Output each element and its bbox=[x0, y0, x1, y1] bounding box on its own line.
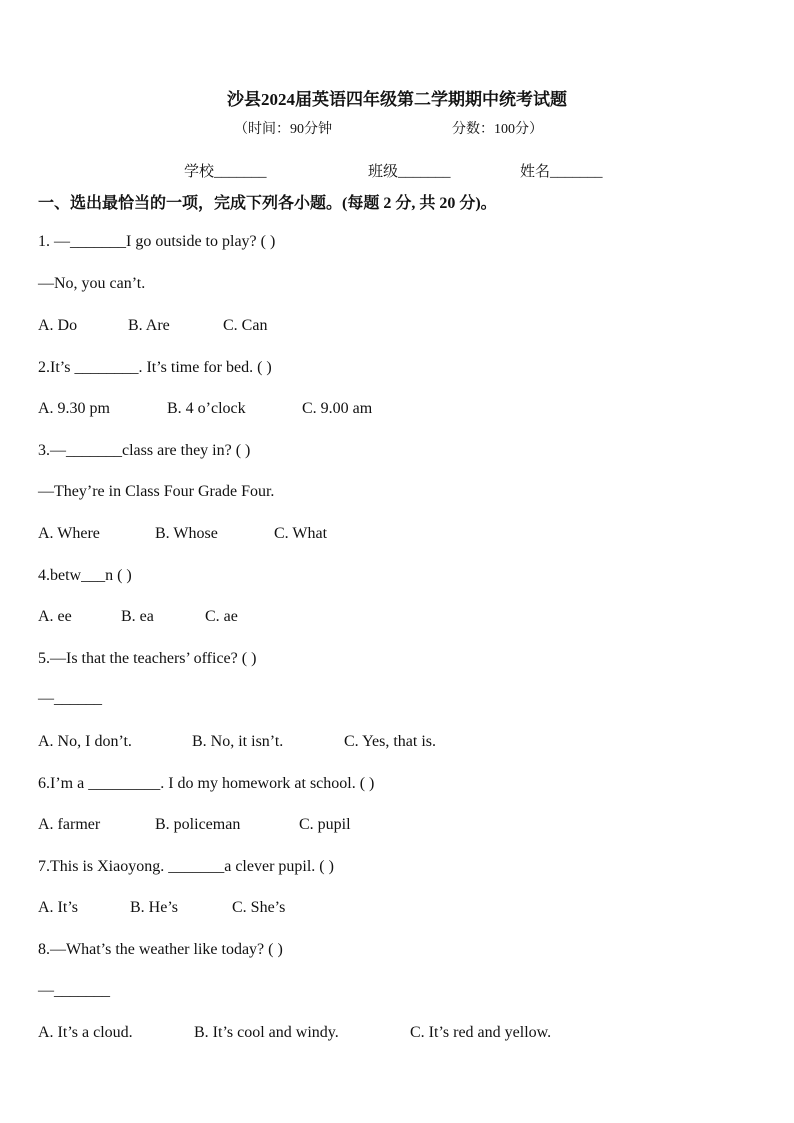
question-4-option-c: C. ae bbox=[205, 608, 238, 625]
question-3-reply: —They’re in Class Four Grade Four. bbox=[38, 483, 275, 500]
question-1: 1. —_______I go outside to play? ( ) bbox=[38, 233, 276, 250]
question-6-option-b: B. policeman bbox=[155, 816, 241, 833]
question-8: 8.—What’s the weather like today? ( ) bbox=[38, 941, 283, 958]
question-1-option-b: B. Are bbox=[128, 317, 170, 334]
question-8-reply: —_______ bbox=[38, 982, 110, 999]
question-5-option-c: C. Yes, that is. bbox=[344, 733, 437, 750]
school-field: 学校_______ bbox=[184, 164, 267, 180]
question-8-option-b: B. It’s cool and windy. bbox=[194, 1024, 339, 1041]
question-6-option-a: A. farmer bbox=[38, 816, 101, 833]
question-7-option-c: C. She’s bbox=[232, 899, 286, 916]
question-5-option-b: B. No, it isn’t. bbox=[192, 733, 284, 750]
question-2-option-c: C. 9.00 am bbox=[302, 400, 373, 417]
question-4-option-b: B. ea bbox=[121, 608, 154, 625]
question-8-option-c: C. It’s red and yellow. bbox=[410, 1024, 552, 1041]
question-1-option-c: C. Can bbox=[223, 317, 268, 334]
exam-title: 沙县2024届英语四年级第二学期期中统考试题 bbox=[227, 90, 567, 109]
name-field: 姓名_______ bbox=[520, 164, 603, 180]
question-2-option-b: B. 4 o’clock bbox=[167, 400, 246, 417]
question-2-option-a: A. 9.30 pm bbox=[38, 400, 110, 417]
section-heading: 一、选出最恰当的一项，完成下列各小题。(每题 2 分, 共 20 分)。 bbox=[38, 195, 497, 212]
class-field: 班级_______ bbox=[368, 164, 451, 180]
question-7-option-b: B. He’s bbox=[130, 899, 178, 916]
question-6: 6.I’m a _________. I do my homework at school. ( ) bbox=[38, 775, 375, 792]
question-8-option-a: A. It’s a cloud. bbox=[38, 1024, 133, 1041]
question-4: 4.betw___n ( ) bbox=[38, 567, 132, 584]
question-7: 7.This is Xiaoyong. _______a clever pupil. ( ) bbox=[38, 858, 334, 875]
question-1-reply: —No, you can’t. bbox=[38, 275, 146, 292]
exam-score: 分数：100分） bbox=[452, 122, 543, 137]
question-4-option-a: A. ee bbox=[38, 608, 72, 625]
question-1-option-a: A. Do bbox=[38, 317, 78, 334]
question-5-reply: —______ bbox=[38, 690, 102, 707]
question-3-option-a: A. Where bbox=[38, 525, 100, 542]
exam-time: （时间：90分钟 bbox=[234, 122, 332, 137]
question-3-option-b: B. Whose bbox=[155, 525, 218, 542]
question-2: 2.It’s ________. It’s time for bed. ( ) bbox=[38, 359, 272, 376]
question-3-option-c: C. What bbox=[274, 525, 328, 542]
question-5: 5.—Is that the teachers’ office? ( ) bbox=[38, 650, 257, 667]
question-5-option-a: A. No, I don’t. bbox=[38, 733, 132, 750]
question-3: 3.—_______class are they in? ( ) bbox=[38, 442, 251, 459]
question-6-option-c: C. pupil bbox=[299, 816, 351, 833]
question-7-option-a: A. It’s bbox=[38, 899, 78, 916]
